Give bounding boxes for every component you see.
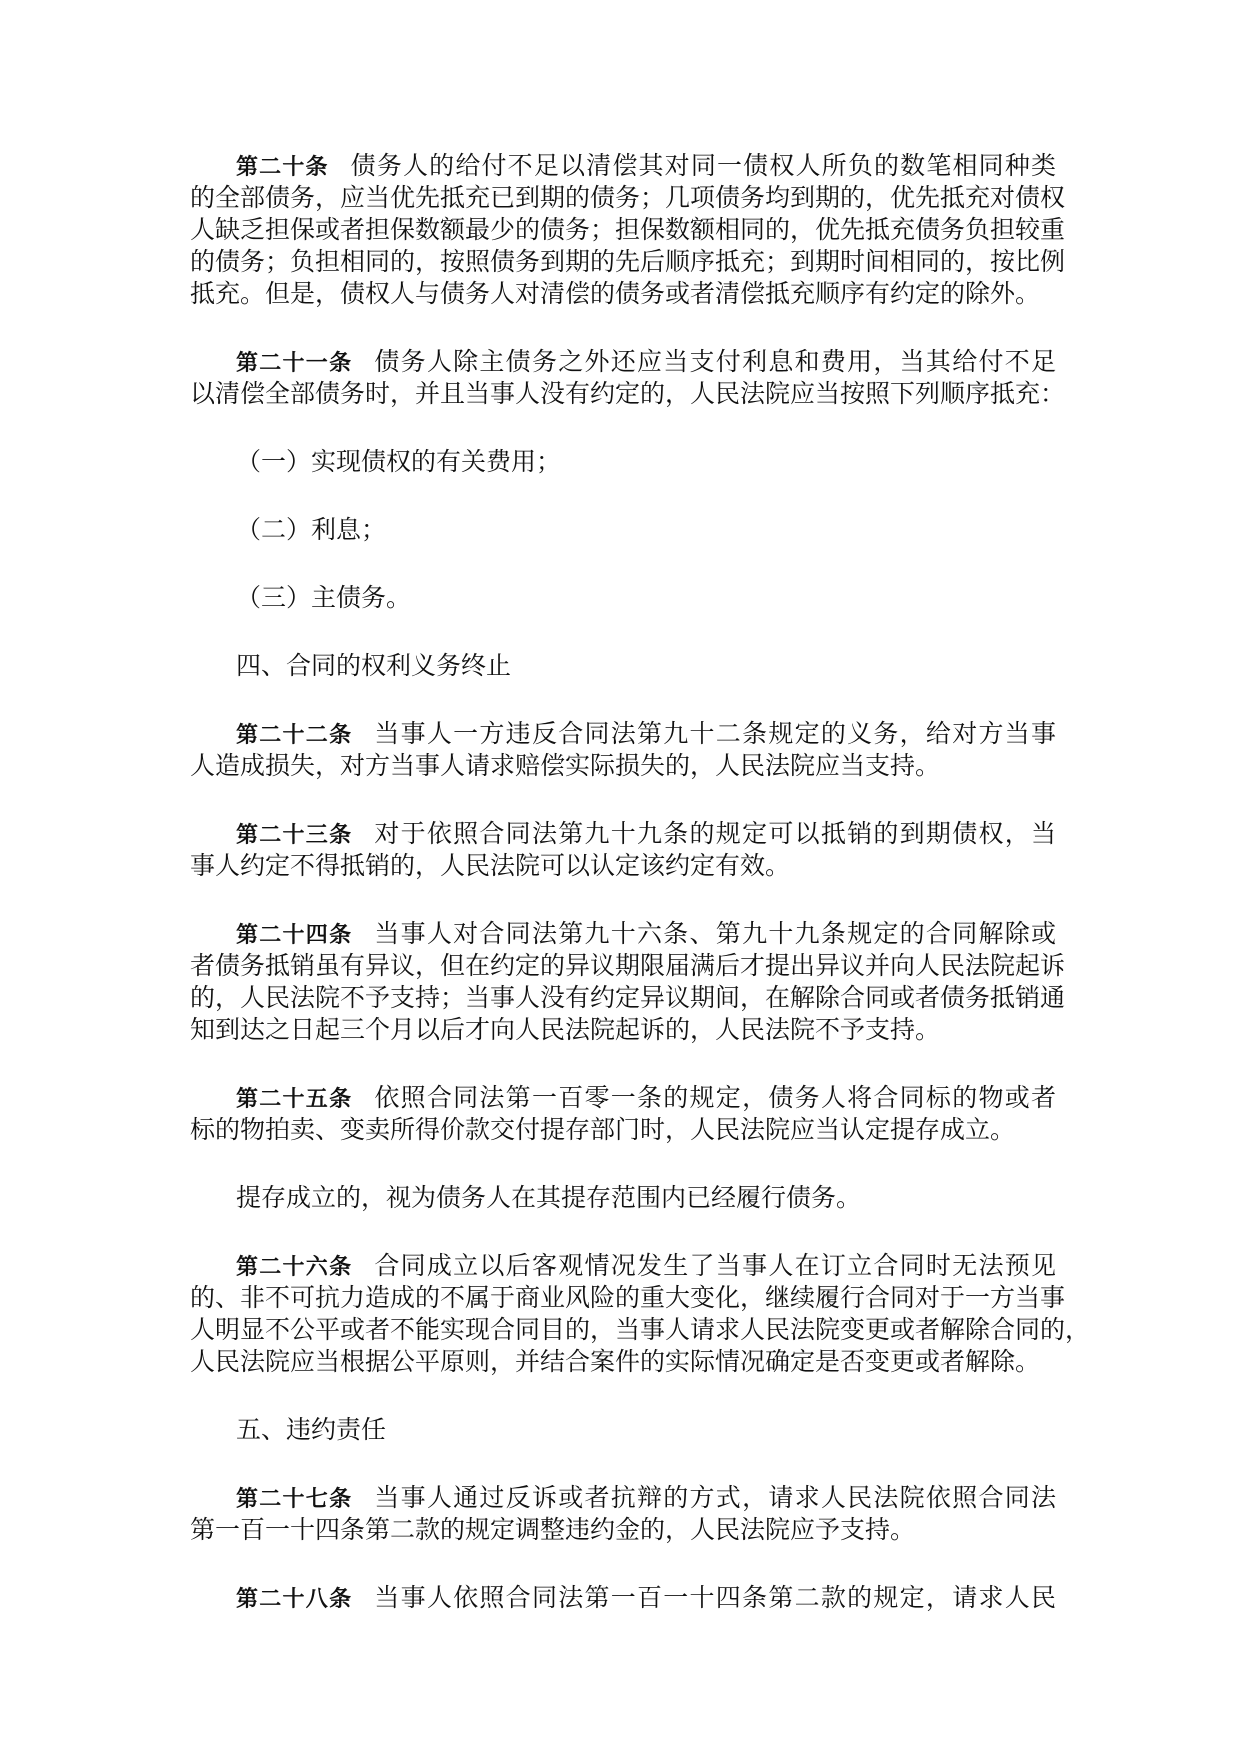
article-number: 第二十二条 <box>236 723 353 748</box>
line-text: 四、合同的权利义务终止 <box>236 651 512 680</box>
text-line <box>190 818 1056 850</box>
line-text: 以清偿全部债务时，并且当事人没有约定的，人民法院应当按照下列顺序抵充： <box>190 379 1066 408</box>
text-line <box>190 1346 1056 1378</box>
paragraph <box>190 1182 1056 1214</box>
line-text: 的、非不可抗力造成的不属于商业风险的重大变化，继续履行合同对于一方当事 <box>190 1283 1066 1312</box>
line-text: 当事人一方违反合同法第九十二条规定的义务，给对方当事 <box>374 719 1056 748</box>
line-text: 五、违约责任 <box>236 1415 387 1444</box>
line-text: 抵充。但是，债权人与债务人对清偿的债务或者清偿抵充顺序有约定的除外。 <box>190 279 1041 308</box>
text-line <box>190 950 1066 982</box>
article-number: 第二十五条 <box>236 1087 353 1112</box>
line-text: 事人约定不得抵销的，人民法院可以认定该约定有效。 <box>190 851 791 880</box>
line-text: 的全部债务，应当优先抵充已到期的债务；几项债务均到期的，优先抵充对债权 <box>190 183 1066 212</box>
text-line <box>190 1082 1056 1114</box>
line-text: （三）主债务。 <box>236 583 412 612</box>
text-line <box>190 718 1056 750</box>
text-line <box>190 1014 1056 1046</box>
line-text: 合同成立以后客观情况发生了当事人在订立合同时无法预见 <box>374 1251 1056 1280</box>
line-text: 当事人通过反诉或者抗辩的方式，请求人民法院依照合同法 <box>374 1483 1056 1512</box>
line-text: 对于依照合同法第九十九条的规定可以抵销的到期债权，当 <box>374 819 1056 848</box>
line-text: 第一百一十四条第二款的规定调整违约金的，人民法院应予支持。 <box>190 1515 916 1544</box>
line-text: 债务人的给付不足以清偿其对同一债权人所负的数笔相同种类 <box>350 151 1056 180</box>
paragraph <box>190 446 1056 478</box>
paragraph <box>190 514 1056 546</box>
article-paragraph <box>190 918 1066 1046</box>
line-text: 标的物拍卖、变卖所得价款交付提存部门时，人民法院应当认定提存成立。 <box>190 1115 1016 1144</box>
text-line <box>190 182 1066 214</box>
article-number: 第二十条 <box>236 155 329 180</box>
line-text: 依照合同法第一百零一条的规定，债务人将合同标的物或者 <box>374 1083 1056 1112</box>
line-text: 债务人除主债务之外还应当支付利息和费用，当其给付不足 <box>374 347 1056 376</box>
line-text: 者债务抵销虽有异议，但在约定的异议期限届满后才提出异议并向人民法院起诉 <box>190 951 1066 980</box>
article-paragraph <box>190 346 1066 410</box>
text-line <box>190 1182 1056 1214</box>
article-number: 第二十六条 <box>236 1255 353 1280</box>
line-text: 的债务；负担相同的，按照债务到期的先后顺序抵充；到期时间相同的，按比例 <box>190 247 1066 276</box>
text-line <box>190 1314 1091 1346</box>
text-line <box>190 650 1056 682</box>
text-line <box>190 1250 1056 1282</box>
article-number: 第二十八条 <box>236 1587 353 1612</box>
document-page <box>190 150 1091 1650</box>
paragraph <box>190 650 1056 682</box>
line-text: 人缺乏担保或者担保数额最少的债务；担保数额相同的，优先抵充债务负担较重 <box>190 215 1066 244</box>
text-line <box>190 150 1056 182</box>
article-paragraph <box>190 1250 1091 1378</box>
article-paragraph <box>190 1082 1056 1146</box>
article-paragraph <box>190 718 1056 782</box>
paragraph <box>190 1414 1056 1446</box>
line-text: 当事人对合同法第九十六条、第九十九条规定的合同解除或 <box>374 919 1056 948</box>
line-text: 人造成损失，对方当事人请求赔偿实际损失的，人民法院应当支持。 <box>190 751 941 780</box>
text-line <box>190 1282 1066 1314</box>
article-number: 第二十四条 <box>236 923 353 948</box>
article-number: 第二十一条 <box>236 351 353 376</box>
article-paragraph <box>190 1582 1056 1614</box>
line-text: 的，人民法院不予支持；当事人没有约定异议期间，在解除合同或者债务抵销通 <box>190 983 1066 1012</box>
line-text: （一）实现债权的有关费用； <box>236 447 562 476</box>
text-line <box>190 278 1056 310</box>
text-line <box>190 1582 1056 1614</box>
text-line <box>190 918 1056 950</box>
article-paragraph <box>190 150 1066 310</box>
text-line <box>190 214 1066 246</box>
text-line <box>190 1514 1056 1546</box>
text-line <box>190 1114 1056 1146</box>
text-line <box>190 378 1066 410</box>
line-text: （二）利息； <box>236 515 387 544</box>
article-paragraph <box>190 1482 1056 1546</box>
article-number: 第二十七条 <box>236 1487 353 1512</box>
text-line <box>190 850 1056 882</box>
text-line <box>190 346 1056 378</box>
line-text: 知到达之日起三个月以后才向人民法院起诉的，人民法院不予支持。 <box>190 1015 941 1044</box>
line-text: 当事人依照合同法第一百一十四条第二款的规定，请求人民 <box>374 1583 1056 1612</box>
text-line <box>190 1414 1056 1446</box>
article-number: 第二十三条 <box>236 823 353 848</box>
line-text: 提存成立的，视为债务人在其提存范围内已经履行债务。 <box>236 1183 862 1212</box>
text-line <box>190 514 1056 546</box>
text-line <box>190 446 1056 478</box>
text-line <box>190 582 1056 614</box>
text-line <box>190 750 1056 782</box>
text-line <box>190 1482 1056 1514</box>
text-line <box>190 246 1066 278</box>
article-paragraph <box>190 818 1056 882</box>
text-line <box>190 982 1066 1014</box>
paragraph <box>190 582 1056 614</box>
line-text: 人明显不公平或者不能实现合同目的，当事人请求人民法院变更或者解除合同的， <box>190 1315 1091 1344</box>
line-text: 人民法院应当根据公平原则，并结合案件的实际情况确定是否变更或者解除。 <box>190 1347 1041 1376</box>
